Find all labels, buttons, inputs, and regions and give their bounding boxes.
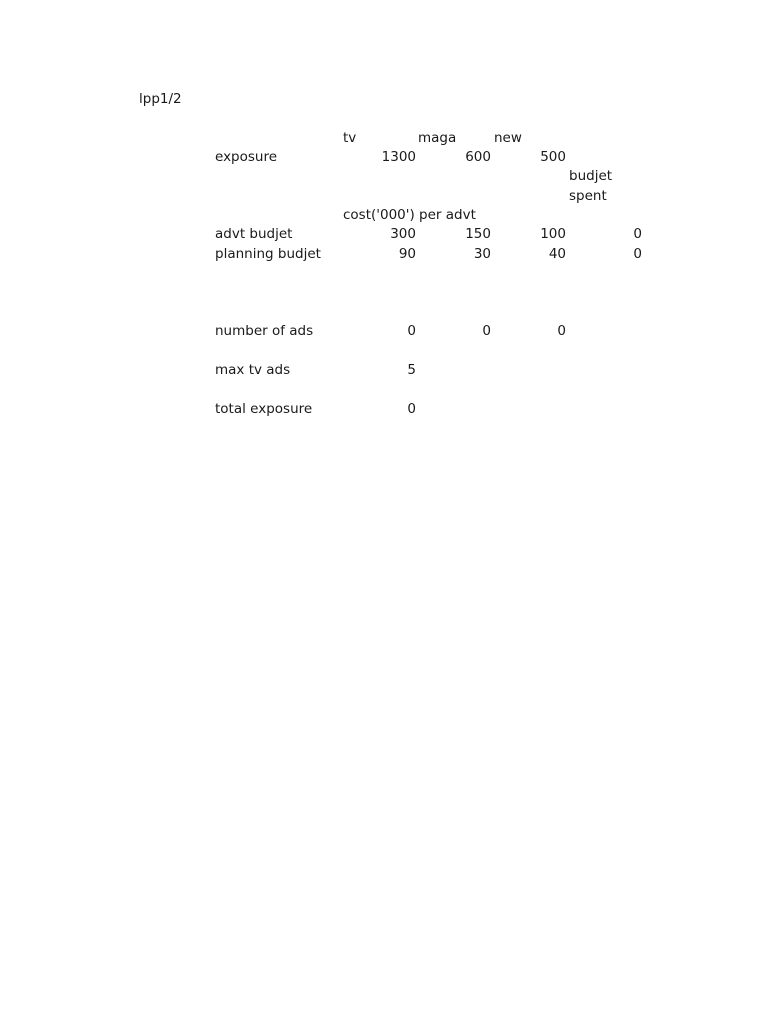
cell-ads-maga: 0 — [482, 323, 491, 339]
cell-max-tv-ads: 5 — [407, 362, 416, 378]
row-label-planning-budget: planning budjet — [215, 246, 321, 262]
cell-advt-spent: 0 — [633, 226, 642, 242]
col-header-tv: tv — [343, 130, 357, 146]
cell-planning-tv: 90 — [398, 246, 416, 262]
col-header-new: new — [494, 130, 522, 146]
cost-header: cost('000') per advt — [343, 207, 476, 223]
row-label-total-exposure: total exposure — [215, 401, 313, 417]
row-label-advt-budget: advt budjet — [215, 226, 293, 242]
cell-planning-maga: 30 — [473, 246, 491, 262]
budget-spent-header-line1: budjet — [569, 168, 613, 184]
row-label-number-of-ads: number of ads — [215, 323, 314, 339]
cell-planning-spent: 0 — [633, 246, 642, 262]
cell-total-exposure: 0 — [407, 401, 416, 417]
col-header-maga: maga — [418, 130, 457, 146]
cell-exposure-tv: 1300 — [381, 149, 416, 165]
cell-advt-maga: 150 — [465, 226, 491, 242]
cell-ads-tv: 0 — [407, 323, 416, 339]
cell-exposure-new: 500 — [540, 149, 566, 165]
sheet-title: lpp1/2 — [139, 91, 182, 107]
cell-exposure-maga: 600 — [465, 149, 491, 165]
cell-advt-new: 100 — [540, 226, 566, 242]
cell-advt-tv: 300 — [390, 226, 416, 242]
row-label-exposure: exposure — [215, 149, 278, 165]
cell-planning-new: 40 — [548, 246, 566, 262]
budget-spent-header-line2: spent — [569, 188, 607, 204]
row-label-max-tv-ads: max tv ads — [215, 362, 291, 378]
cell-ads-new: 0 — [557, 323, 566, 339]
